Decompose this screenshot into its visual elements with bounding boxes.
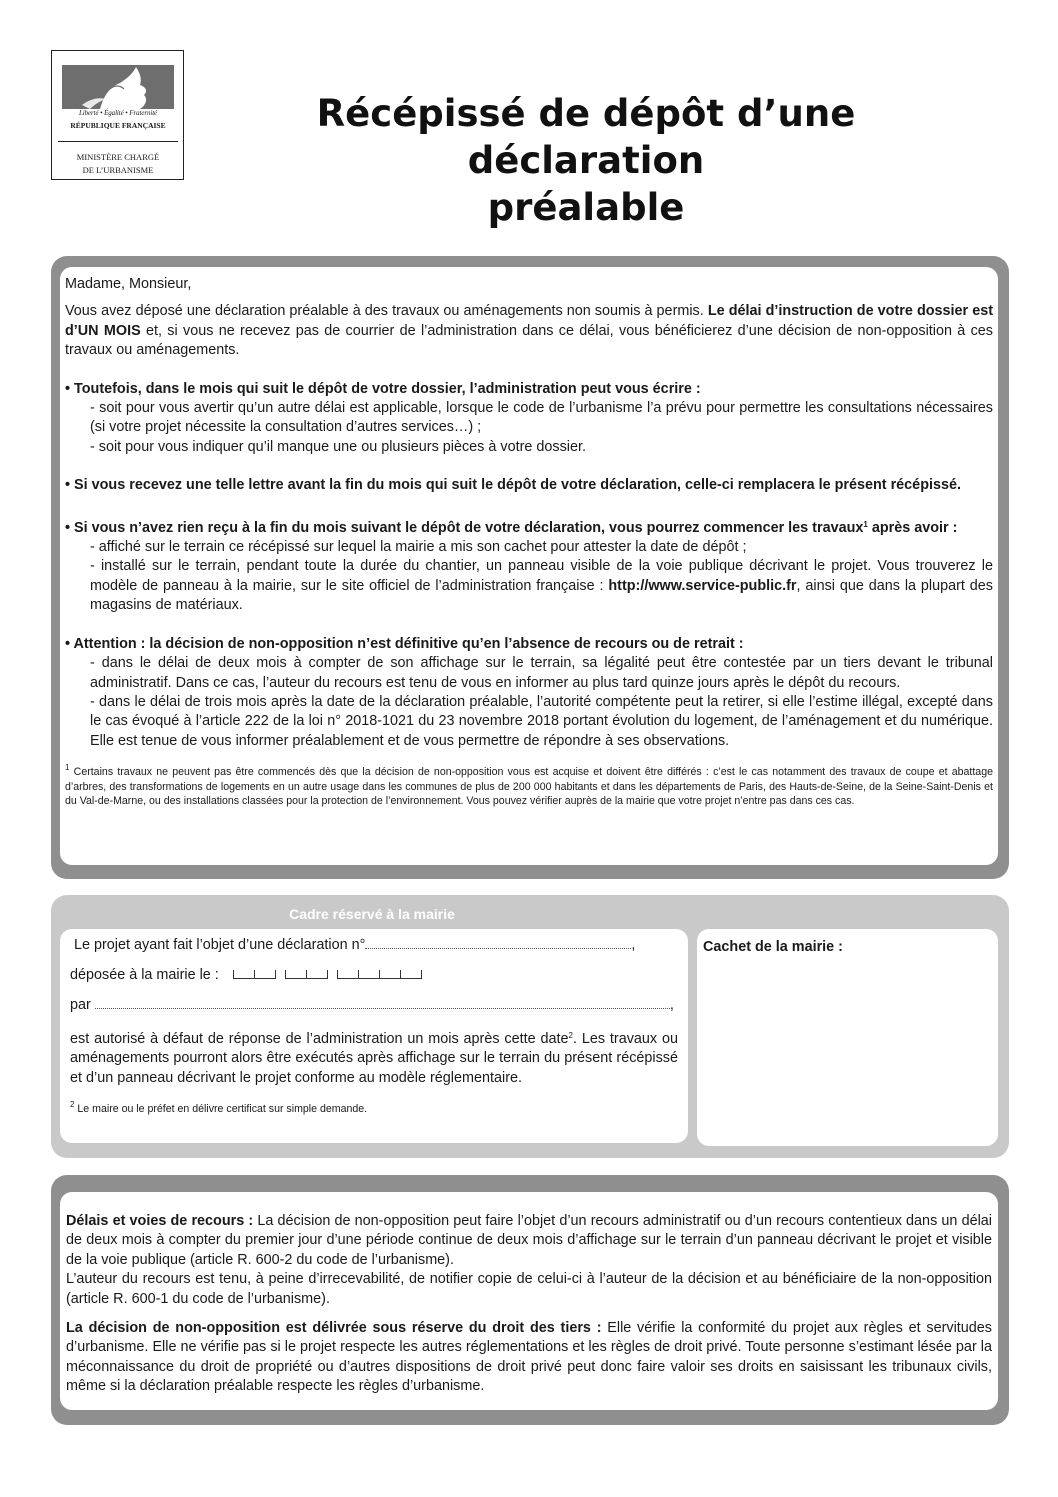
footnote-2 [70,1098,678,1117]
declaration-number-field[interactable] [365,936,631,949]
bullet-2-head: • Si vous recevez une telle lettre avant la fin du mois qui suit le dépôt de votre déclaration, celle-ci remplacera le présent récépissé. [65,477,961,494]
bullet-3-item-2 [65,557,993,615]
footnote-2-text: Le maire ou le préfet en délivre certificat sur simple demande. [77,1103,368,1116]
bullet-3-footnote-ref: 1 [863,519,868,529]
footnote-1 [65,761,993,809]
page-title [200,90,972,231]
footnote-2-marker: 2 [70,1100,75,1110]
bullet-3-head [65,515,993,538]
recours-text [66,1212,992,1397]
mairie-form [70,936,678,1117]
ministere-line1: MINISTÈRE CHARGÉ [76,152,160,162]
intro-paragraph [65,302,993,360]
bullet-4-item-2: - dans le délai de trois mois après la date de la déclaration préalable, l’autorité compétente peut la retirer, si elle l’estime illégal, excepté dans le cas évoqué à l’article 222 de la loi n° 2018-1021 du 23 novembre 2018 portant évolution du logement, de l’aménagement et du numérique. Elle est tenue de vous informer préalablement et de vous permettre de répondre à ses observations. [90,693,993,749]
bullet-3-head-text: • Si vous n’avez rien reçu à la fin du mois suivant le dépôt de votre déclaration, vous pourrez commencer les travaux [65,519,864,536]
bullet-4-item-1: - dans le délai de deux mois à compter de son affichage sur le terrain, sa légalité peut être contestée par un tiers devant le tribunal administratif. Dans ce cas, l’auteur du recours est tenu de vous en informer au plus tard quinze jours après le dépôt du recours. [90,655,993,691]
cachet-label: Cachet de la mairie : [703,939,843,955]
deposit-date-row [70,966,678,996]
greeting: Madame, Monsieur, [65,276,192,292]
service-public-link[interactable]: http://www.service-public.fr [608,577,797,594]
logo-motto: Liberté • Égalité • Fraternité [78,109,158,117]
ministere-line2: DE L’URBANISME [82,165,154,175]
droit-tiers-text: Elle vérifie la conformité du projet aux règles et servitudes d’urbanisme. Elle ne vérifie pas si le projet respecte les autres réglementations et les règles de droit privé. Toute personne s’estimant lésée par la méconnaissance du droit de propriété ou d’autres dispositions de droit privé peut donc faire valoir ses droits en saisissant les tribunaux civils, même si la déclaration préalable respecte les règles d’urbanisme. [66,1320,992,1395]
authorized-text-end: . Les travaux ou aménagements pourront alors être exécutés après affichage sur le terrain du présent récépissé et d’un panneau décrivant le projet conforme au modèle réglementaire. [70,1031,678,1086]
authorized-text: est autorisé à défaut de réponse de l’administration un mois après cette date [70,1031,569,1047]
par-field[interactable] [95,996,670,1009]
intro-bold: Le délai d’instruction de votre dossier est d’UN MOIS [65,303,994,339]
recours-heading: Délais et voies de recours : [66,1213,254,1229]
par-row: par , [70,997,674,1013]
recours-paragraph-2: L’auteur du recours est tenu, à peine d’irrecevabilité, de notifier copie de celui-ci à l’auteur de la décision et au bénéficiaire de la non-opposition (article R. 600-1 du code de l’urbanisme). [66,1271,992,1307]
title-line2: préalable [487,186,685,229]
footnote-1-marker: 1 [65,763,70,773]
authorized-paragraph [70,1026,678,1088]
bullet-1-head: • Toutefois, dans le mois qui suit le dépôt de votre dossier, l’administration peut vous écrire : [65,380,701,397]
bullet-3-item-2-text: - installé sur le terrain, pendant toute la durée du chantier, un panneau visible de la voie publique décrivant le projet. Vous trouverez le modèle de panneau à la mairie, sur le site officiel de l’administration française : [90,558,993,594]
cachet-box [697,929,998,1146]
par-label: par [70,997,91,1013]
footnote-2-ref: 2 [568,1031,573,1040]
mairie-header: Cadre réservé à la mairie [289,906,455,922]
bullet-4-head: • Attention : la décision de non-opposition n’est définitive qu’en l’absence de recours ou de retrait : [65,635,744,652]
logo-republique: RÉPUBLIQUE FRANÇAISE [70,121,166,130]
declaration-number-label: Le projet ayant fait l’objet d’une déclaration n° [74,937,366,953]
bullet-1-item-1 [65,399,993,438]
recours-p1-text: La décision de non-opposition peut faire l’objet d’un recours administratif ou d’un recours contentieux dans un délai de deux mois à compter du premier jour d’une période continue de deux mois d’affichage sur le terrain d’un panneau décrivant le projet et visible de la voie publique (article R. 600-2 du code de l’urbanisme). [66,1213,992,1268]
deposit-date-field[interactable] [233,967,421,983]
marianne-emblem [62,65,174,109]
footnote-1-text: Certains travaux ne peuvent pas être commencés dès que la décision de non-opposition vous est acquise et doivent être différés : c’est le cas notamment des travaux de coupe et abattage d’arbres, des transformations de logements en un autre usage dans les communes de plus de 200 000 habitants et dans les départements de Paris, des Hauts-de-Seine, de la Seine-Saint-Denis et du Val-de-Marne, ou des installations classées pour la protection de l’environnement. Vous pouvez vérifier auprès de la mairie que votre projet n’entre pas dans ces cas. [65,766,993,808]
declaration-number-row: Le projet ayant fait l’objet d’une déclaration n° , [70,936,678,966]
deposit-date-label: déposée à la mairie le : [70,967,219,983]
bullet-3-item-2-end: , ainsi que dans la plupart des magasins de matériaux. [90,577,993,614]
notice-text [65,275,993,809]
recours-paragraph-3 [66,1319,992,1397]
recours-paragraph-1 [66,1212,992,1270]
title-line1: Récépissé de dépôt d’une déclaration [316,92,856,182]
government-logo [51,50,184,180]
bullet-1-item-1-text: - soit pour vous avertir qu’un autre délai est applicable, lorsque le code de l’urbanisme l’a prévu pour permettre les consultations nécessaires (si votre projet nécessite la consultation d’autres services…) ; [90,400,993,436]
bullet-1-item-2: - soit pour vous indiquer qu’il manque une ou plusieurs pièces à votre dossier. [90,438,586,455]
bullet-3-head-end: après avoir : [871,519,958,536]
bullet-3-item-1: - affiché sur le terrain ce récépissé sur lequel la mairie a mis son cachet pour attester la date de dépôt ; [90,539,747,556]
logo-divider [58,141,178,142]
droit-tiers-heading: La décision de non-opposition est délivrée sous réserve du droit des tiers : [66,1320,602,1337]
intro-text: Vous avez déposé une déclaration préalable à des travaux ou aménagements non soumis à permis. [65,303,708,320]
intro-text-end: et, si vous ne recevez pas de courrier de l’administration dans ce délai, vous bénéficierez d’une décision de non-opposition à ces travaux ou aménagements. [65,322,993,359]
logo-ministere [58,151,178,177]
